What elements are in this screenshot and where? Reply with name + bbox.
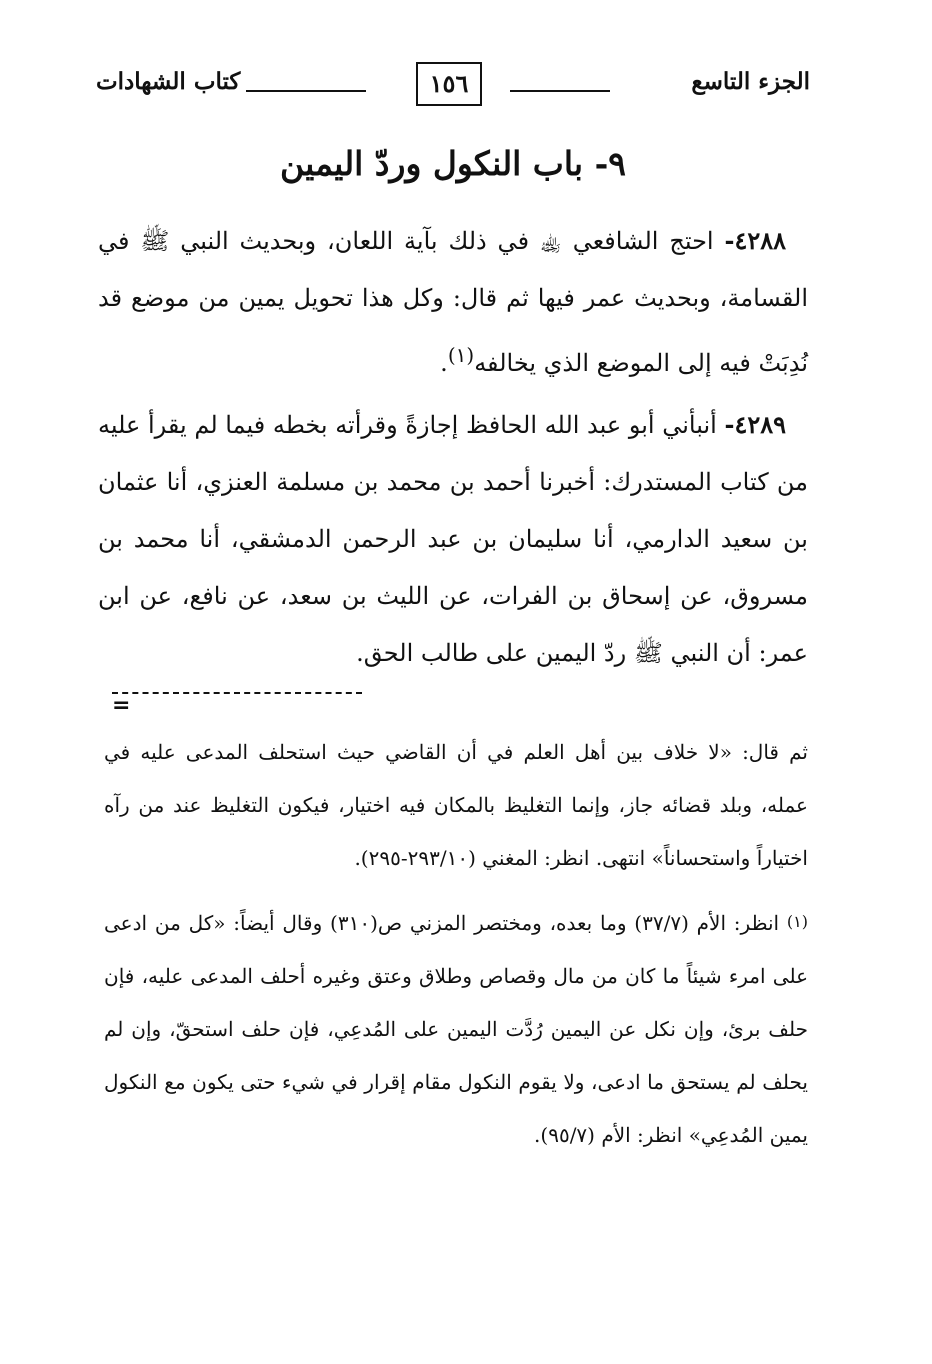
hadith-text: احتج الشافعي ﵀ في ذلك بآية اللعان، وبحديث النبي ﷺ في القسامة، وبحديث عمر فيها ثم قال: وكل هذا تحويل يمين من موضع قد نُدِبَتْ فيه إلى الموضع الذي يخالفه <box>98 227 808 377</box>
separator-dashed-line <box>112 692 362 694</box>
footnote-separator <box>112 692 362 718</box>
chapter-heading: ٩- باب النكول وردّ اليمين <box>279 144 627 183</box>
hadith-text: أنبأني أبو عبد الله الحافظ إجازةً وقرأته بخطه فيما لم يقرأ عليه من كتاب المستدرك: أخبرنا أحمد بن محمد بن مسلمة العنزي، أنا عثمان بن سعيد الدارمي، أنا سليمان بن عبد الرحمن الدمشقي، أنا محمد بن مسروق، عن إسحاق بن الفرات، عن الليث بن سعد، عن نافع، عن ابن عمر: أن النبي ﷺ ردّ اليمين على طالب الحق. <box>98 411 808 667</box>
footnote-marker: (١) <box>786 912 809 931</box>
separator-equals-sign: = <box>112 693 131 718</box>
hadith-ending: . <box>440 349 448 377</box>
hadith-number: ٤٢٨٩- <box>724 410 786 439</box>
header-rule-right <box>510 90 610 92</box>
running-header <box>96 62 810 108</box>
volume-label: الجزء التاسع <box>691 68 810 95</box>
hadith-4289 <box>98 396 808 682</box>
page-number: ١٥٦ <box>416 62 482 106</box>
footnotes <box>104 726 808 1162</box>
main-text <box>98 212 808 686</box>
book-title: كتاب الشهادات <box>96 68 241 95</box>
footnote-continuation: ثم قال: «لا خلاف بين أهل العلم في أن القاضي حيث استحلف المدعى عليه في عمله، وبلد قضائه جاز، وإنما التغليظ بالمكان فيه اختيار، فيكون التغليظ عند من رآه اختياراً واستحساناً» انتهى. انظر: المغني (٢٩٣/١٠-٢٩٥). <box>104 740 808 870</box>
footnote-reference: (١) <box>447 343 475 367</box>
footnote-text: انظر: الأم (٣٧/٧) وما بعده، ومختصر المزني ص(٣١٠) وقال أيضاً: «كل من ادعى على امرء شيئاً ما كان من مال وقصاص وطلاق وعتق وغيره أحلف المدعى عليه، فإن حلف برئ، وإن نكل عن اليمين رُدَّت اليمين على المُدعِي، فإن حلف استحقّ، وإن لم يحلف لم يستحق ما ادعى، ولا يقوم النكول مقام إقرار في شيء حتى يكون مع النكول يمين المُدعِي» انظر: الأم (٩٥/٧). <box>104 911 808 1147</box>
header-rule-left <box>246 90 366 92</box>
hadith-number: ٤٢٨٨- <box>724 226 786 255</box>
footnote-1 <box>104 895 808 1162</box>
hadith-4288 <box>98 212 808 392</box>
